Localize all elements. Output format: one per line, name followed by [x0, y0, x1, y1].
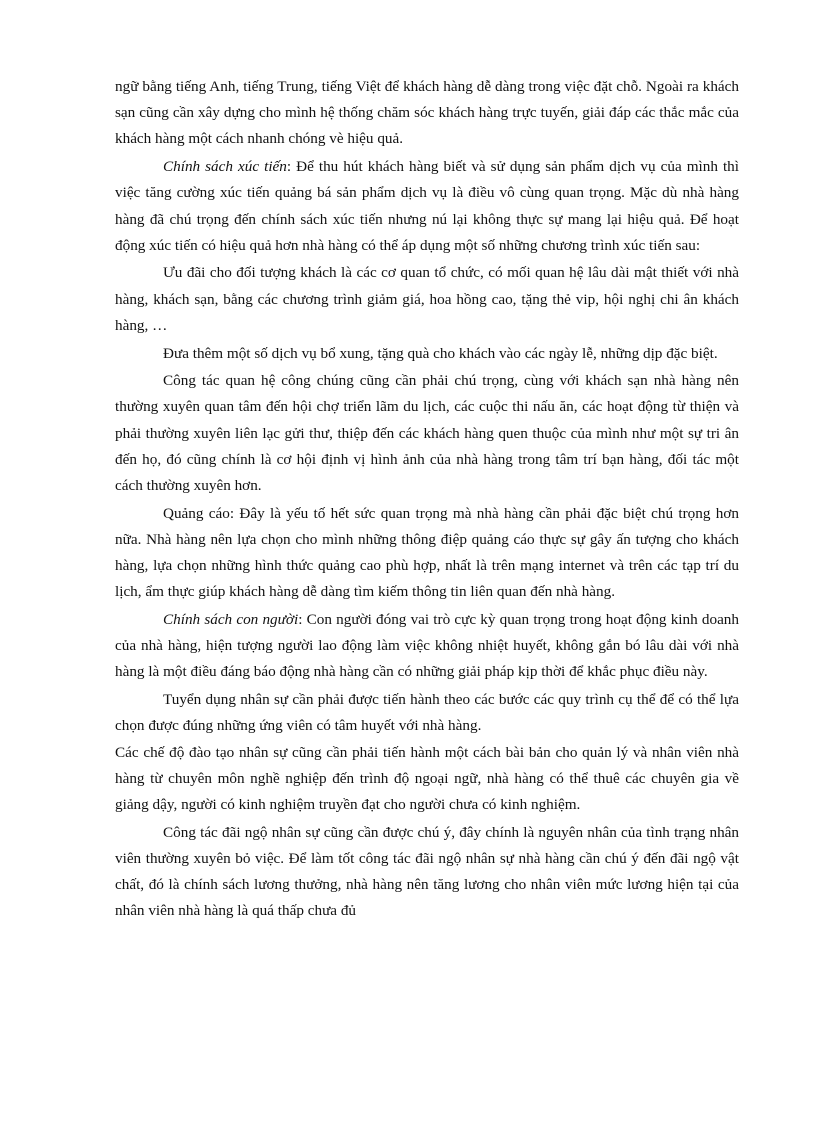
paragraph-people-policy	[115, 607, 739, 686]
document-page	[115, 74, 739, 925]
promotion-policy-body: : Để thu hút khách hàng biết và sử dụng sản phẩm dịch vụ của mình thì việc tăng cường xúc tiến quảng bá sản phẩm dịch vụ là điều vô cùng quan trọng. Mặc dù nhà hàng hàng đã chú trọng đến chính sách xúc tiến nhưng nú lại không thực sự mang lại hiệu quả. Để hoạt động xúc tiến có hiệu quả hơn nhà hàng có thể áp dụng một số những chương trình xúc tiến sau:	[115, 158, 739, 254]
paragraph-continuation-booking: ngữ bằng tiếng Anh, tiếng Trung, tiếng Việt để khách hàng dễ dàng trong việc đặt chỗ. Ngoài ra khách sạn cũng cần xây dựng cho mình hệ thống chăm sóc khách hàng trực tuyến, giải đáp các thắc mắc của khách hàng một cách nhanh chóng vè hiệu quả.	[115, 78, 739, 148]
paragraph-training: Các chế độ đào tạo nhân sự cũng cần phải tiến hành một cách bài bản cho quản lý và nhân viên nhà hàng từ chuyên môn nghề nghiệp đến trình độ ngoại ngữ, nhà hàng có thể thuê các chuyên gia về giảng dậy, người có kinh nghiệm truyền đạt cho người chưa có kinh nghiệm.	[115, 743, 739, 813]
promotion-policy-heading: Chính sách xúc tiến	[163, 158, 287, 176]
paragraph-extra-services: Đưa thêm một số dịch vụ bổ xung, tặng quà cho khách vào các ngày lễ, những dịp đặc biệt.	[163, 344, 718, 362]
paragraph-incentives: Ưu đãi cho đối tượng khách là các cơ quan tổ chức, có mối quan hệ lâu dài mật thiết với nhà hàng, khách sạn, bằng các chương trình giảm giá, hoa hồng cao, tặng thẻ vip, hội nghị chi ân khách hàng, …	[115, 264, 739, 334]
paragraph-promotion-policy	[115, 154, 739, 259]
paragraph-compensation: Công tác đãi ngộ nhân sự cũng cần được chú ý, đây chính là nguyên nhân của tình trạng nhân viên thường xuyên bỏ việc. Để làm tốt công tác đãi ngộ nhân sự nhà hàng cần chú ý đến đãi ngộ vật chất, đó là chính sách lương thưởng, nhà hàng nên tăng lương cho nhân viên mức lương hiện tại của nhân viên nhà hàng là quá thấp chưa đủ	[115, 823, 739, 920]
paragraph-public-relations: Công tác quan hệ công chúng cũng cần phải chú trọng, cùng với khách sạn nhà hàng nên thường xuyên quan tâm đến hội chợ triển lãm du lịch, các cuộc thi nấu ăn, các hoạt động từ thiện và phải thường xuyên liên lạc gửi thư, thiệp đến các khách hàng quen thuộc của mình như một sự tri ân đến họ, đó cũng chính là cơ hội định vị hình ảnh của nhà hàng trong tâm trí bạn hàng, đối tác một cách thường xuyên hơn.	[115, 372, 739, 495]
people-policy-body: : Con người đóng vai trò cực kỳ quan trọng trong hoạt động kinh doanh của nhà hàng, hiện tượng người lao động làm việc không nhiệt huyết, không gắn bó lâu dài với nhà hàng là một điều đáng báo động nhà hàng cần có những giải pháp kịp thời để khắc phục điều này.	[115, 611, 739, 681]
paragraph-advertising: Quảng cáo: Đây là yếu tố hết sức quan trọng mà nhà hàng cần phải đặc biệt chú trọng hơn nữa. Nhà hàng nên lựa chọn cho mình những thông điệp quảng cáo thực sự gây ấn tượng cho khách hàng, lựa chọn những hình thức quảng cao phù hợp, nhất là trên mạng internet và trên các tạp trí du lịch, ẩm thực giúp khách hàng dễ dàng tìm kiếm thông tin liên quan đến nhà hàng.	[115, 504, 739, 601]
paragraph-recruitment: Tuyển dụng nhân sự cần phải được tiến hành theo các bước các quy trình cụ thể để có thể lựa chọn được đúng những ứng viên có tâm huyết với nhà hàng.	[115, 691, 739, 735]
people-policy-heading: Chính sách con người	[163, 611, 299, 629]
